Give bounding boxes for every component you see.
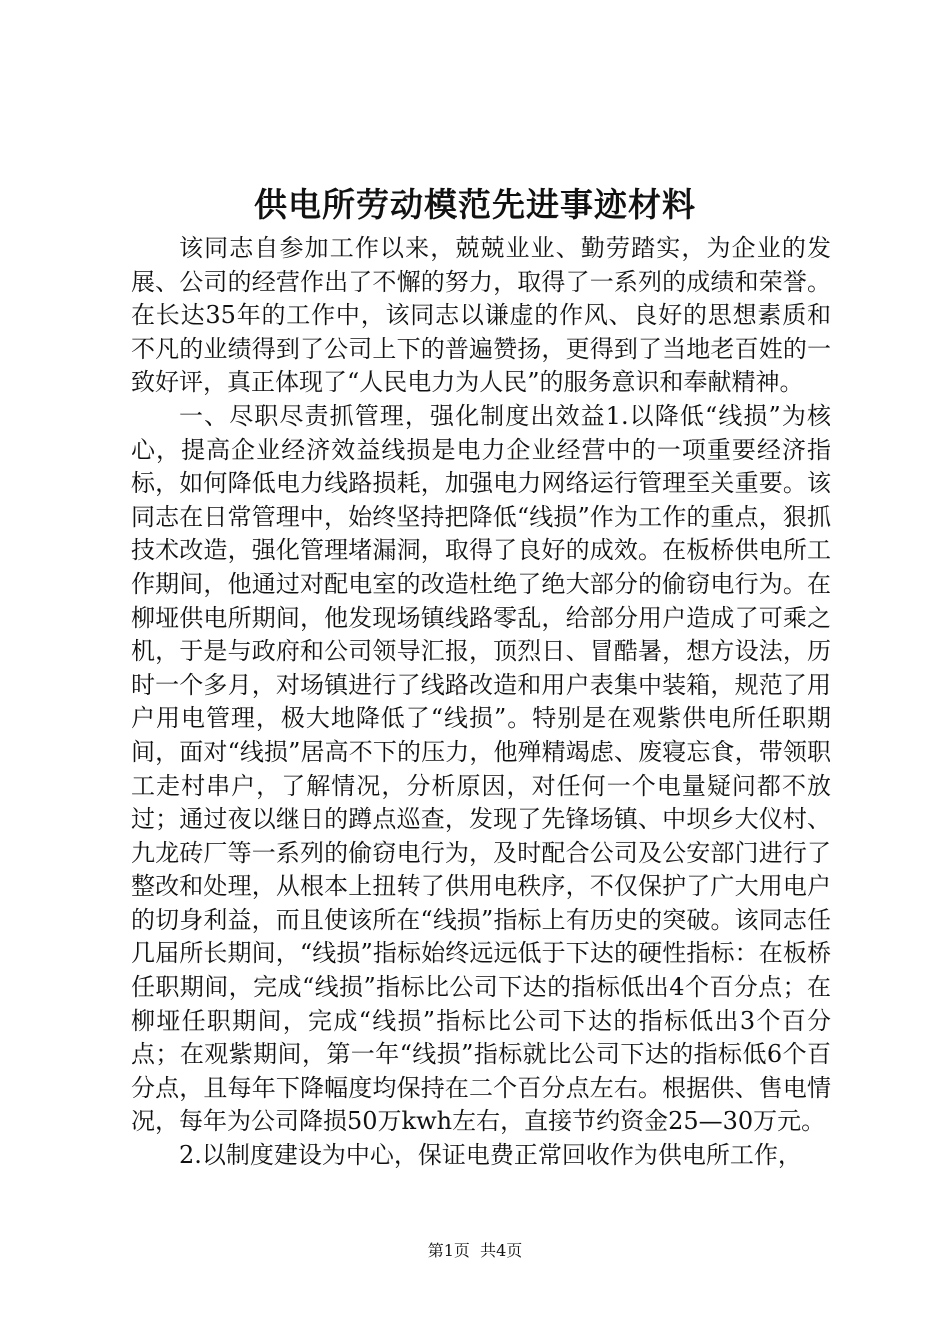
paragraph-section-two: 2.以制度建设为中心，保证电费正常回收作为供电所工作， (179, 1141, 802, 1170)
paragraph-intro: 该同志自参加工作以来，兢兢业业、勤劳踏实，为企业的发展、公司的经营作出了不懈的努力，取得了一系列的成绩和荣誉。在长达35年的工作中，该同志以谦虚的作风、良好的思想素质和不凡的业绩得到了公司上下的普遍赞扬，更得到了当地老百姓的一致好评，真正体现了“人民电力为人民”的服务意识和奉献精神。 (131, 234, 831, 397)
page-total: 共4页 (480, 1241, 523, 1260)
footer-gap (470, 1241, 480, 1260)
page-number: 第1页 (427, 1241, 470, 1260)
page-footer (0, 1240, 950, 1262)
paragraph-section-one: 一、尽职尽责抓管理，强化制度出效益1.以降低“线损”为核心，提高企业经济效益线损是电力企业经营中的一项重要经济指标，如何降低电力线路损耗，加强电力网络运行管理至关重要。该同志在日常管理中，始终坚持把降低“线损”作为工作的重点，狠抓技术改造，强化管理堵漏洞，取得了良好的成效。在板桥供电所工作期间，他通过对配电室的改造杜绝了绝大部分的偷窃电行为。在柳垭供电所期间，他发现场镇线路零乱，给部分用户造成了可乘之机，于是与政府和公司领导汇报，顶烈日、冒酷暑，想方设法，历时一个多月，对场镇进行了线路改造和用户表集中装箱，规范了用户用电管理，极大地降低了“线损”。特别是在观紫供电所任职期间，面对“线损”居高不下的压力，他殚精竭虑、废寝忘食，带领职工走村串户，了解情况，分析原因，对任何一个电量疑问都不放过；通过夜以继日的蹲点巡查，发现了先锋场镇、中坝乡大仪村、九龙砖厂等一系列的偷窃电行为，及时配合公司及公安部门进行了整改和处理，从根本上扭转了供用电秩序，不仅保护了广大用电户的切身利益，而且使该所在“线损”指标上有历史的突破。该同志任几届所长期间，“线损”指标始终远远低于下达的硬性指标：在板桥任职期间，完成“线损”指标比公司下达的指标低出4个百分点；在柳垭任职期间，完成“线损”指标比公司下达的指标低出3个百分点；在观紫期间，第一年“线损”指标就比公司下达的指标低6个百分点，且每年下降幅度均保持在二个百分点左右。根据供、售电情况，每年为公司降损50万kwh左右，直接节约资金25—30万元。 (131, 401, 831, 1136)
document-body (131, 232, 831, 1173)
document-title: 供电所劳动模范先进事迹材料 (254, 185, 696, 224)
